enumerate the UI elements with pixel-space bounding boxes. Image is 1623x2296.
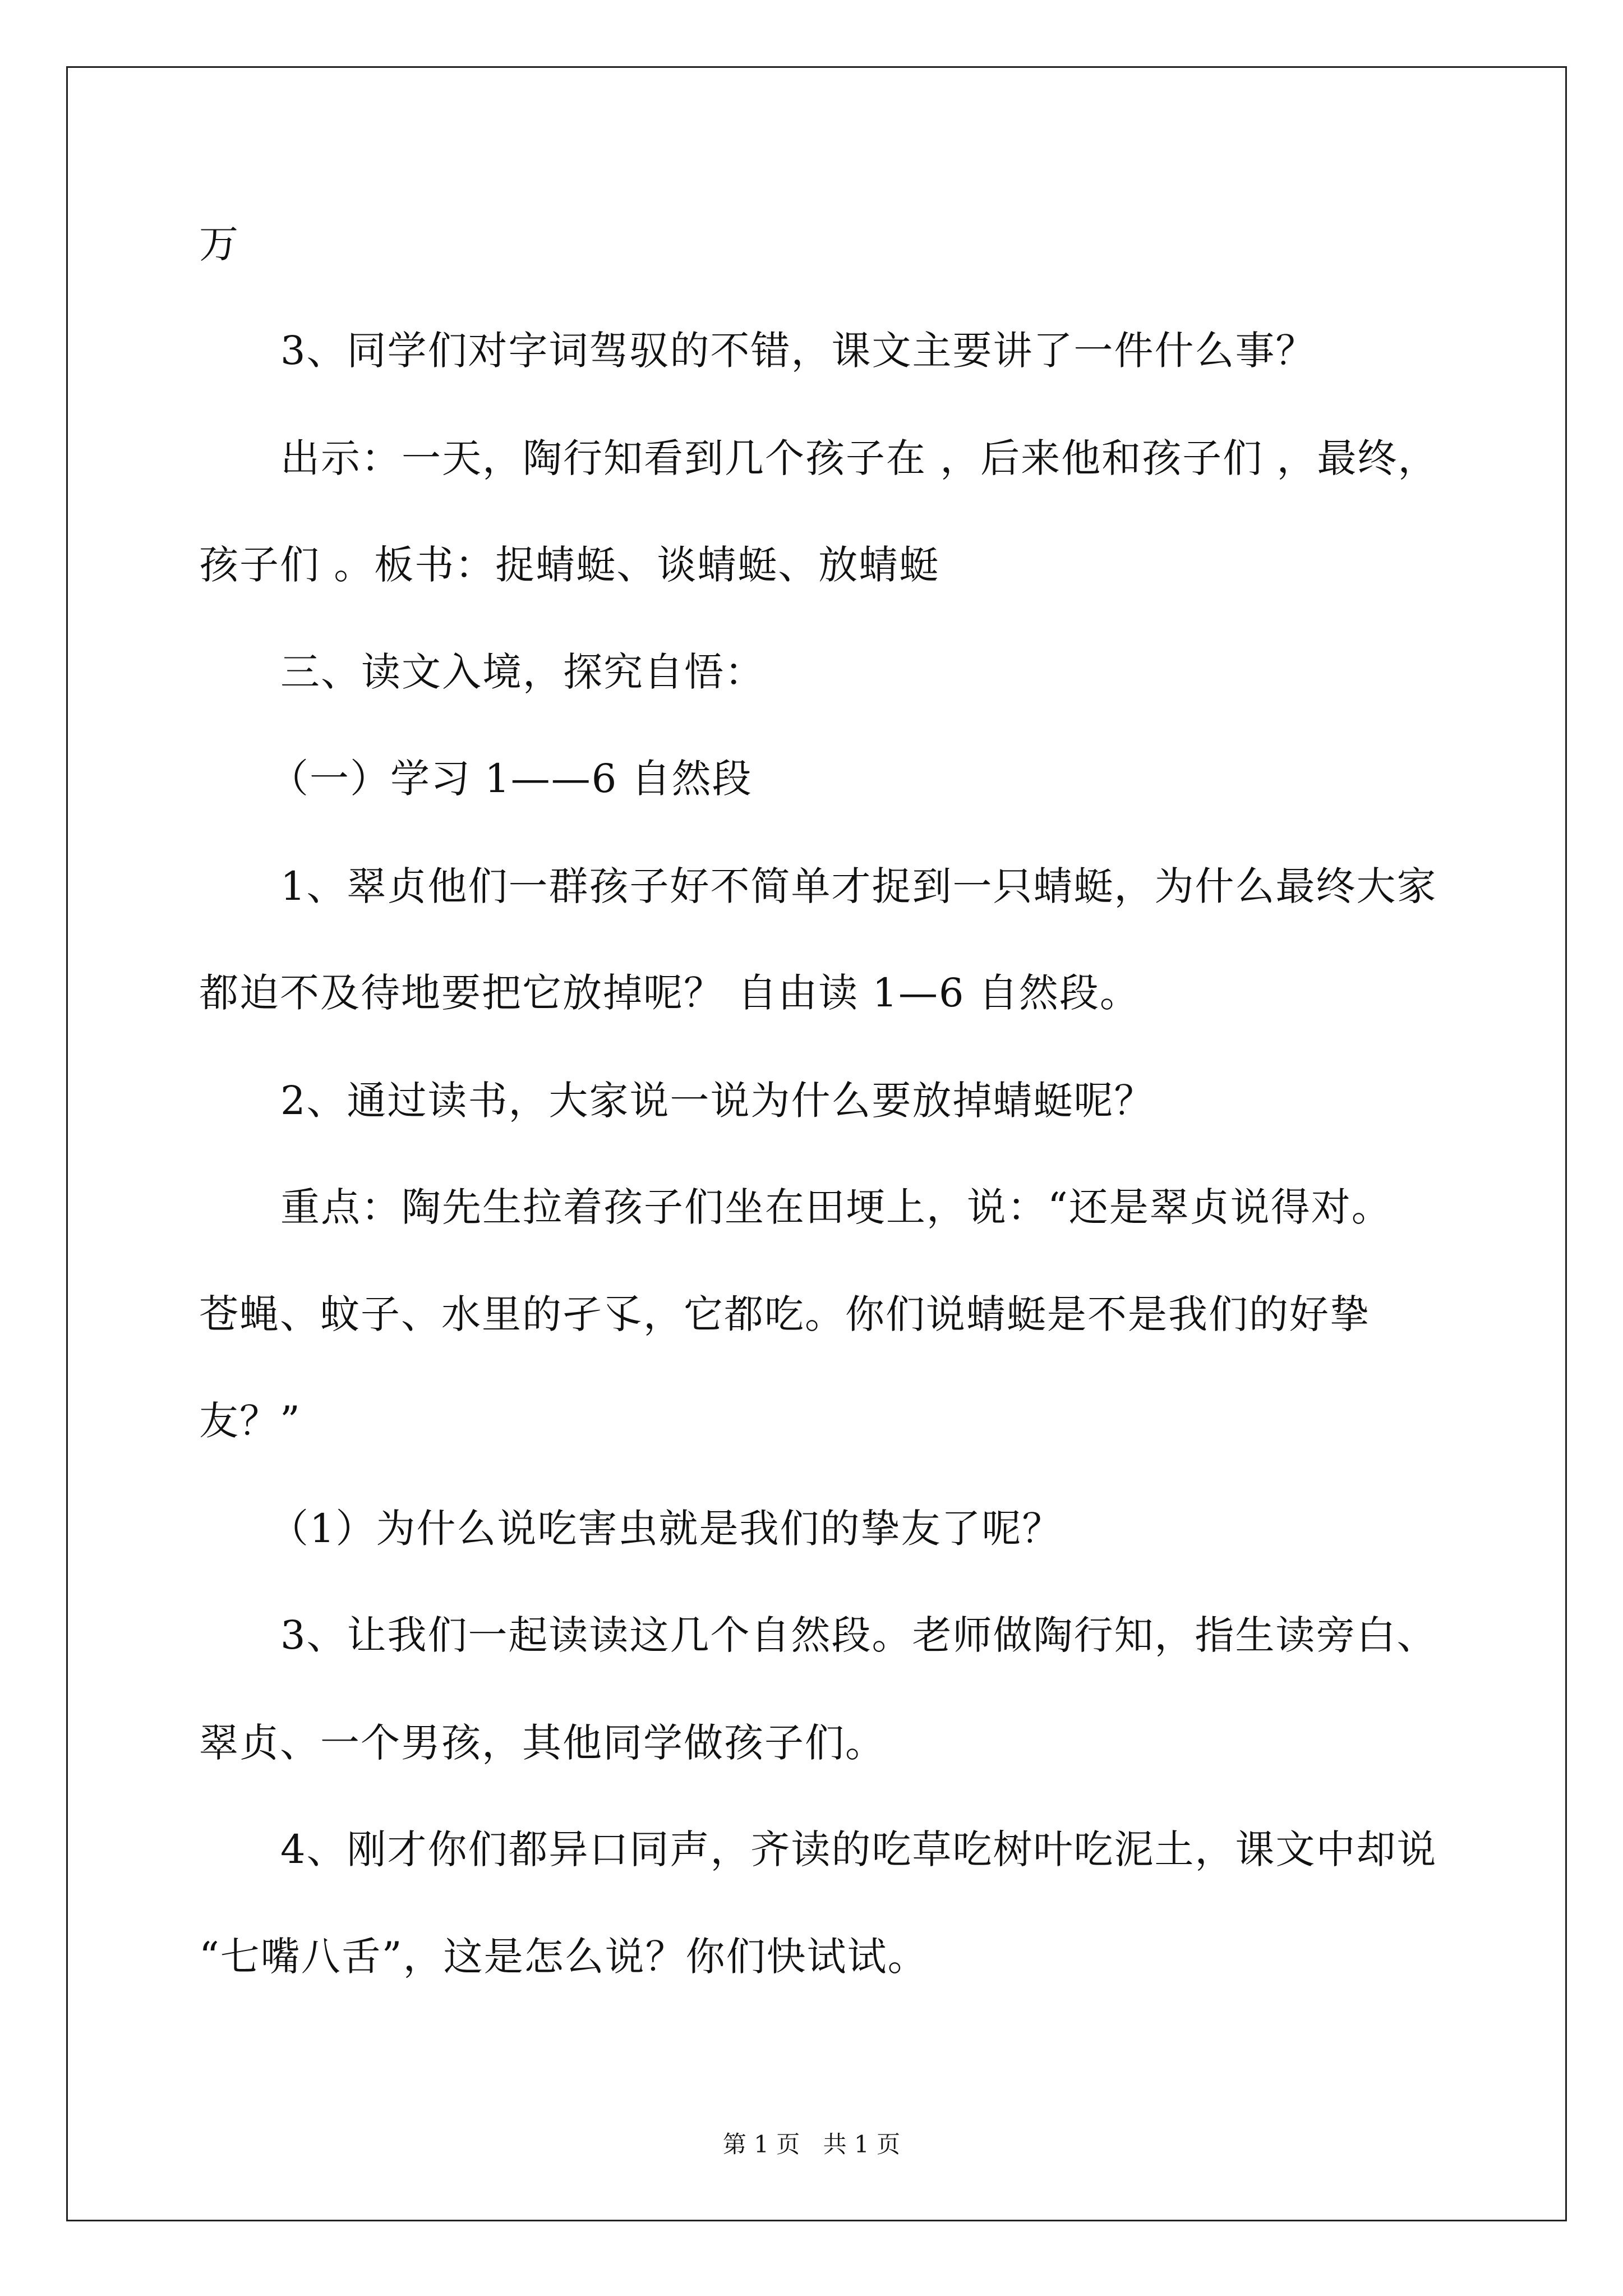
text-line-2: 3、同学们对字词驾驭的不错，课文主要讲了一件什么事？ [280,328,1316,374]
text-line-13: （1）为什么说吃害虫就是我们的挚友了呢？ [269,1506,1063,1552]
page-border [66,66,1567,2221]
page-number: 第 1 页 [722,2131,800,2158]
text-line-12: 友？” [199,1398,301,1444]
text-line-1: 万 [199,221,239,267]
text-line-10: 重点：陶先生拉着孩子们坐在田埂上，说：“还是翠贞说得对。 [280,1184,1392,1230]
text-line-7: 1、翠贞他们一群孩子好不简单才捉到一只蜻蜓，为什么最终大家 [280,863,1437,909]
text-line-4: 孩子们 。板书：捉蜻蜓、谈蜻蜓、放蜻蜓 [199,542,940,588]
text-line-5: 三、读文入境，探究自悟： [280,649,765,695]
text-line-17: “七嘴八舌”，这是怎么说？你们快试试。 [199,1934,928,1980]
text-line-3: 出示：一天，陶行知看到几个孩子在 ，后来他和孩子们 ，最终， [280,435,1438,481]
page-total: 共 1 页 [823,2131,901,2158]
text-line-8: 都迫不及待地要把它放掉呢？ 自由读 1—6 自然段。 [199,970,1140,1016]
text-line-11: 苍蝇、蚊子、水里的孑孓，它都吃。你们说蜻蜓是不是我们的好挚 [199,1291,1370,1337]
text-line-6: （一）学习 1——6 自然段 [269,756,753,802]
text-line-14: 3、让我们一起读读这几个自然段。老师做陶行知，指生读旁白、 [280,1612,1437,1658]
text-line-15: 翠贞、一个男孩，其他同学做孩子们。 [199,1720,886,1766]
page-footer [0,2129,1623,2160]
text-line-16: 4、刚才你们都异口同声，齐读的吃草吃树叶吃泥土，课文中却说 [280,1826,1437,1872]
text-line-9: 2、通过读书，大家说一说为什么要放掉蜻蜓呢？ [280,1078,1155,1124]
